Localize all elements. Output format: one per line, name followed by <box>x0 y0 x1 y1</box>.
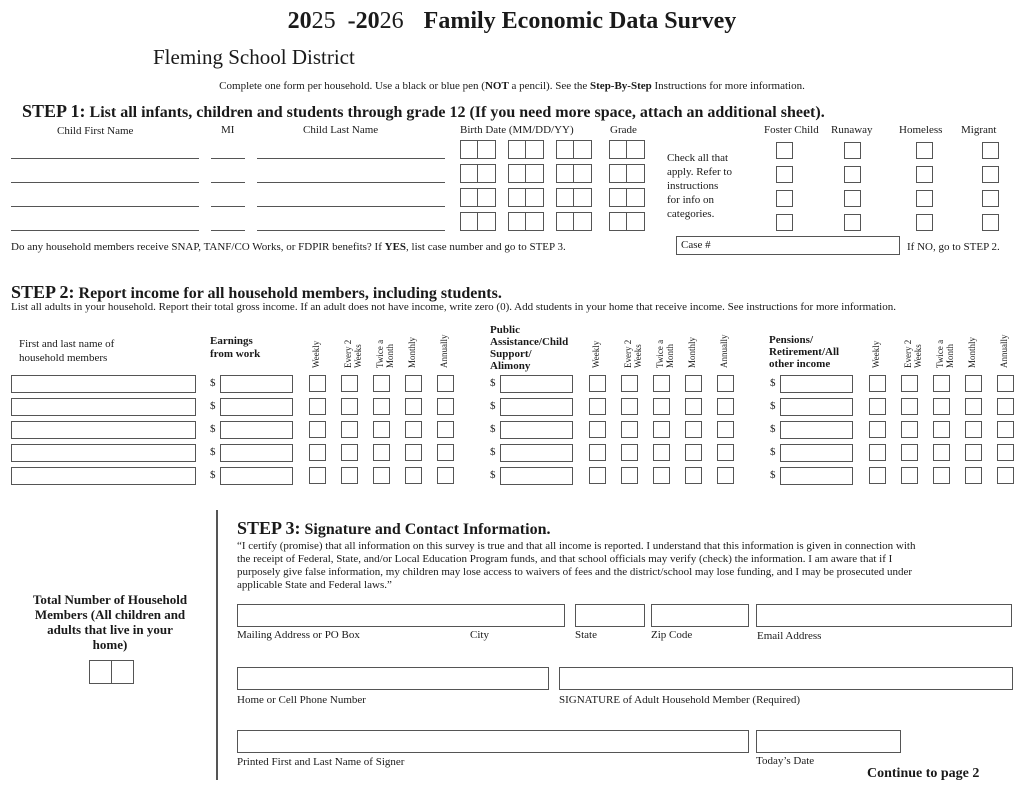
dollar-sign: $ <box>210 377 216 389</box>
earnings-monthly-checkbox[interactable] <box>405 444 422 461</box>
pensions-weekly-checkbox[interactable] <box>869 375 886 392</box>
pensions-every-2-weeks-checkbox[interactable] <box>901 398 918 415</box>
earnings-annually-checkbox[interactable] <box>437 467 454 484</box>
todays-date-label: Today’s Date <box>756 755 815 767</box>
form-instructions: Complete one form per household. Use a black or blue pen (NOT a pencil). See the Step-By-Step Instructions for more information. <box>219 80 805 92</box>
public-assistance-annually-checkbox[interactable] <box>717 398 734 415</box>
runaway-checkbox[interactable] <box>844 166 861 183</box>
earnings-monthly-checkbox[interactable] <box>405 421 422 438</box>
earnings-annually-checkbox[interactable] <box>437 375 454 392</box>
freq-header-line: Monthly <box>967 336 977 368</box>
pensions-annually-checkbox[interactable] <box>997 444 1014 461</box>
freq-header-line: Every 2 <box>623 339 633 368</box>
public-assistance-annually-checkbox[interactable] <box>717 375 734 392</box>
dollar-sign: $ <box>770 423 776 435</box>
header-line: from work <box>210 348 261 360</box>
grade-box[interactable] <box>609 212 627 231</box>
freq-header-line: Month <box>665 343 675 368</box>
col-foster: Foster Child <box>764 124 819 136</box>
public-assistance-every-2-weeks-checkbox[interactable] <box>621 467 638 484</box>
freq-header-annually <box>439 335 449 369</box>
cert-line: “I certify (promise) that all information on this survey is true and that all income is reported. I understand that this information is given in connection with <box>237 540 916 552</box>
public-assistance-monthly-checkbox[interactable] <box>685 398 702 415</box>
header-line: other income <box>769 358 831 370</box>
child-last-name-line[interactable] <box>257 182 445 183</box>
freq-header-weekly <box>871 341 881 368</box>
birth-year-box[interactable] <box>573 164 592 183</box>
freq-header-line: Weeks <box>913 344 923 368</box>
household-total-title <box>20 592 200 652</box>
header-line: Alimony <box>490 360 531 372</box>
pensions-weekly-checkbox[interactable] <box>869 398 886 415</box>
birth-year-box[interactable] <box>556 212 574 231</box>
grade-box[interactable] <box>626 140 645 159</box>
form-title <box>0 8 1024 35</box>
birth-day-box[interactable] <box>508 212 526 231</box>
title-line: Members (All children and <box>34 607 186 622</box>
child-first-name-line[interactable] <box>11 230 199 231</box>
grade-box[interactable] <box>609 140 627 159</box>
state-label: State <box>575 629 597 641</box>
pensions-monthly-checkbox[interactable] <box>965 398 982 415</box>
pensions-every-2-weeks-checkbox[interactable] <box>901 375 918 392</box>
pensions-annually-checkbox[interactable] <box>997 421 1014 438</box>
dollar-sign: $ <box>210 469 216 481</box>
household-member-name-input[interactable] <box>11 398 196 416</box>
earnings-every-2-weeks-checkbox[interactable] <box>341 444 358 461</box>
phone-label: Home or Cell Phone Number <box>237 694 366 706</box>
year-start: 2025 <box>287 8 336 34</box>
freq-header-line: Weekly <box>591 340 601 368</box>
mailing-address-label: Mailing Address or PO Box <box>237 629 360 641</box>
name-header <box>19 337 114 365</box>
earnings-weekly-checkbox[interactable] <box>309 444 326 461</box>
birth-month-box[interactable] <box>460 188 478 207</box>
pensions-weekly-checkbox[interactable] <box>869 467 886 484</box>
pensions-amount-input[interactable] <box>780 421 853 439</box>
state-input[interactable] <box>575 604 645 627</box>
col-runaway: Runaway <box>831 124 873 136</box>
public-assistance-twice-a-month-checkbox[interactable] <box>653 421 670 438</box>
freq-header-line: Weeks <box>353 344 363 368</box>
step2-subtitle: List all adults in your household. Report their total gross income. If an adult does not have income, write zero (0). Add students in your home that receive income. See instructions for more information. <box>11 301 896 313</box>
pensions-monthly-checkbox[interactable] <box>965 375 982 392</box>
freq-header-twice-a-month <box>935 340 955 368</box>
header-line: First and last name of <box>19 338 115 350</box>
household-member-name-input[interactable] <box>11 421 196 439</box>
public-assistance-weekly-checkbox[interactable] <box>589 421 606 438</box>
earnings-every-2-weeks-checkbox[interactable] <box>341 467 358 484</box>
dollar-sign: $ <box>770 446 776 458</box>
dollar-sign: $ <box>770 400 776 412</box>
birth-day-box[interactable] <box>508 164 526 183</box>
pensions-annually-checkbox[interactable] <box>997 398 1014 415</box>
birth-month-box[interactable] <box>460 212 478 231</box>
dollar-sign: $ <box>490 423 496 435</box>
birth-month-box[interactable] <box>477 212 496 231</box>
birth-year-box[interactable] <box>573 212 592 231</box>
cert-line: purposely give false information, my children may lose access to waivers of fees and the district/school may lose funding, and I may be prosecuted under <box>237 566 913 578</box>
birth-day-box[interactable] <box>525 188 544 207</box>
section-divider <box>216 510 218 780</box>
col-grade: Grade <box>610 124 637 136</box>
household-member-name-input[interactable] <box>11 467 196 485</box>
public-assistance-amount-input[interactable] <box>500 444 573 462</box>
step3-heading: STEP 3: Signature and Contact Information. <box>237 518 551 538</box>
freq-header-twice-a-month <box>375 340 395 368</box>
title-line: Total Number of Household <box>32 592 188 607</box>
title-line: adults that live in your <box>47 622 173 637</box>
pensions-every-2-weeks-checkbox[interactable] <box>901 467 918 484</box>
note-line: for info on <box>667 194 715 206</box>
public-assistance-every-2-weeks-checkbox[interactable] <box>621 444 638 461</box>
birth-year-box[interactable] <box>573 188 592 207</box>
foster-checkbox[interactable] <box>776 214 793 231</box>
runaway-checkbox[interactable] <box>844 214 861 231</box>
freq-header-line: Monthly <box>407 336 417 368</box>
dollar-sign: $ <box>490 400 496 412</box>
birth-month-box[interactable] <box>477 140 496 159</box>
grade-box[interactable] <box>609 188 627 207</box>
homeless-checkbox[interactable] <box>916 190 933 207</box>
freq-header-every-2-weeks <box>903 340 923 368</box>
public-assistance-annually-checkbox[interactable] <box>717 444 734 461</box>
child-last-name-line[interactable] <box>257 230 445 231</box>
public-assistance-monthly-checkbox[interactable] <box>685 375 702 392</box>
note-line: Check all that <box>667 152 729 164</box>
birth-day-box[interactable] <box>508 140 526 159</box>
freq-header-monthly <box>687 337 697 368</box>
birth-year-box[interactable] <box>556 188 574 207</box>
foster-checkbox[interactable] <box>776 190 793 207</box>
pensions-header <box>769 334 839 370</box>
runaway-checkbox[interactable] <box>844 190 861 207</box>
todays-date-input[interactable] <box>756 730 901 753</box>
pensions-amount-input[interactable] <box>780 398 853 416</box>
pensions-every-2-weeks-checkbox[interactable] <box>901 444 918 461</box>
earnings-monthly-checkbox[interactable] <box>405 398 422 415</box>
earnings-amount-input[interactable] <box>220 421 293 439</box>
public-assistance-annually-checkbox[interactable] <box>717 467 734 484</box>
child-mi-line[interactable] <box>211 158 245 159</box>
public-assistance-annually-checkbox[interactable] <box>717 421 734 438</box>
earnings-annually-checkbox[interactable] <box>437 398 454 415</box>
earnings-every-2-weeks-checkbox[interactable] <box>341 421 358 438</box>
child-last-name-line[interactable] <box>257 158 445 159</box>
earnings-every-2-weeks-checkbox[interactable] <box>341 375 358 392</box>
birth-day-box[interactable] <box>525 212 544 231</box>
pensions-twice-a-month-checkbox[interactable] <box>933 467 950 484</box>
pensions-monthly-checkbox[interactable] <box>965 421 982 438</box>
earnings-annually-checkbox[interactable] <box>437 421 454 438</box>
note-line: instructions <box>667 180 719 192</box>
title-line: home) <box>92 637 128 652</box>
freq-header-line: Annually <box>439 334 449 368</box>
household-total-digit-2[interactable] <box>111 660 134 684</box>
freq-header-line: Month <box>385 343 395 368</box>
homeless-checkbox[interactable] <box>916 166 933 183</box>
public-assistance-weekly-checkbox[interactable] <box>589 467 606 484</box>
dollar-sign: $ <box>770 377 776 389</box>
earnings-amount-input[interactable] <box>220 467 293 485</box>
col-birth-date: Birth Date (MM/DD/YY) <box>460 124 574 136</box>
earnings-twice-a-month-checkbox[interactable] <box>373 375 390 392</box>
col-child-first: Child First Name <box>57 125 134 137</box>
public-assistance-amount-input[interactable] <box>500 421 573 439</box>
mailing-address-input[interactable] <box>237 604 565 627</box>
freq-header-line: Weekly <box>871 340 881 368</box>
pensions-monthly-checkbox[interactable] <box>965 444 982 461</box>
header-line: Assistance/Child <box>490 336 569 348</box>
child-mi-line[interactable] <box>211 206 245 207</box>
earnings-amount-input[interactable] <box>220 375 293 393</box>
freq-header-line: Weekly <box>311 340 321 368</box>
step2-heading: STEP 2: Report income for all household members, including students. <box>11 282 502 302</box>
pensions-annually-checkbox[interactable] <box>997 467 1014 484</box>
dollar-sign: $ <box>210 400 216 412</box>
earnings-weekly-checkbox[interactable] <box>309 375 326 392</box>
certification-statement <box>237 540 1007 592</box>
public-assistance-amount-input[interactable] <box>500 398 573 416</box>
public-assistance-weekly-checkbox[interactable] <box>589 375 606 392</box>
child-first-name-line[interactable] <box>11 158 199 159</box>
dollar-sign: $ <box>490 446 496 458</box>
note-line: categories. <box>667 208 715 220</box>
pensions-amount-input[interactable] <box>780 467 853 485</box>
earnings-twice-a-month-checkbox[interactable] <box>373 398 390 415</box>
public-assistance-every-2-weeks-checkbox[interactable] <box>621 398 638 415</box>
pensions-twice-a-month-checkbox[interactable] <box>933 421 950 438</box>
earnings-header <box>210 335 260 361</box>
header-line: Support/ <box>490 348 532 360</box>
public-assistance-amount-input[interactable] <box>500 467 573 485</box>
pensions-amount-input[interactable] <box>780 375 853 393</box>
pensions-twice-a-month-checkbox[interactable] <box>933 398 950 415</box>
public-assistance-twice-a-month-checkbox[interactable] <box>653 467 670 484</box>
freq-header-line: Twice a <box>375 339 385 368</box>
freq-header-every-2-weeks <box>623 340 643 368</box>
birth-month-box[interactable] <box>477 164 496 183</box>
homeless-checkbox[interactable] <box>916 142 933 159</box>
migrant-checkbox[interactable] <box>982 166 999 183</box>
continue-note: Continue to page 2 <box>867 766 980 781</box>
migrant-checkbox[interactable] <box>982 190 999 207</box>
zip-code-input[interactable] <box>651 604 749 627</box>
freq-header-monthly <box>407 337 417 368</box>
public-assistance-monthly-checkbox[interactable] <box>685 421 702 438</box>
migrant-checkbox[interactable] <box>982 142 999 159</box>
birth-month-box[interactable] <box>477 188 496 207</box>
col-child-last: Child Last Name <box>303 124 379 136</box>
earnings-twice-a-month-checkbox[interactable] <box>373 421 390 438</box>
public-assistance-weekly-checkbox[interactable] <box>589 398 606 415</box>
freq-header-annually <box>719 335 729 369</box>
printed-name-input[interactable] <box>237 730 749 753</box>
col-mi: MI <box>221 124 235 136</box>
birth-year-box[interactable] <box>556 140 574 159</box>
printed-name-label: Printed First and Last Name of Signer <box>237 756 405 768</box>
public-assistance-every-2-weeks-checkbox[interactable] <box>621 421 638 438</box>
earnings-weekly-checkbox[interactable] <box>309 421 326 438</box>
birth-day-box[interactable] <box>525 140 544 159</box>
freq-header-every-2-weeks <box>343 340 363 368</box>
dollar-sign: $ <box>490 469 496 481</box>
header-line: Earnings <box>210 335 253 347</box>
earnings-twice-a-month-checkbox[interactable] <box>373 467 390 484</box>
earnings-monthly-checkbox[interactable] <box>405 375 422 392</box>
birth-month-box[interactable] <box>460 164 478 183</box>
earnings-weekly-checkbox[interactable] <box>309 398 326 415</box>
case-number-label: Case # <box>681 239 711 251</box>
dollar-sign: $ <box>770 469 776 481</box>
freq-header-weekly <box>311 341 321 368</box>
freq-header-line: Month <box>945 343 955 368</box>
household-member-name-input[interactable] <box>11 444 196 462</box>
email-input[interactable] <box>756 604 1012 627</box>
child-mi-line[interactable] <box>211 230 245 231</box>
dollar-sign: $ <box>210 446 216 458</box>
household-total-digit-1[interactable] <box>89 660 112 684</box>
header-line: Public <box>490 324 520 336</box>
birth-day-box[interactable] <box>508 188 526 207</box>
freq-header-line: Twice a <box>935 339 945 368</box>
child-mi-line[interactable] <box>211 182 245 183</box>
public-assistance-twice-a-month-checkbox[interactable] <box>653 444 670 461</box>
public-assistance-weekly-checkbox[interactable] <box>589 444 606 461</box>
grade-box[interactable] <box>626 164 645 183</box>
freq-header-line: Every 2 <box>903 339 913 368</box>
header-line: Pensions/ <box>769 334 814 346</box>
phone-input[interactable] <box>237 667 549 690</box>
earnings-weekly-checkbox[interactable] <box>309 467 326 484</box>
earnings-every-2-weeks-checkbox[interactable] <box>341 398 358 415</box>
grade-box[interactable] <box>609 164 627 183</box>
earnings-monthly-checkbox[interactable] <box>405 467 422 484</box>
child-last-name-line[interactable] <box>257 206 445 207</box>
freq-header-monthly <box>967 337 977 368</box>
earnings-annually-checkbox[interactable] <box>437 444 454 461</box>
grade-box[interactable] <box>626 212 645 231</box>
homeless-checkbox[interactable] <box>916 214 933 231</box>
pensions-annually-checkbox[interactable] <box>997 375 1014 392</box>
note-line: apply. Refer to <box>667 166 732 178</box>
cert-line: applicable State and Federal laws.” <box>237 579 392 591</box>
check-all-note <box>667 151 732 221</box>
freq-header-weekly <box>591 341 601 368</box>
header-line: household members <box>19 352 108 364</box>
pensions-weekly-checkbox[interactable] <box>869 444 886 461</box>
dollar-sign: $ <box>210 423 216 435</box>
birth-year-box[interactable] <box>573 140 592 159</box>
freq-header-line: Annually <box>719 334 729 368</box>
public-assistance-amount-input[interactable] <box>500 375 573 393</box>
survey-title: Family Economic Data Survey <box>423 8 737 34</box>
if-no-note: If NO, go to STEP 2. <box>907 241 1000 253</box>
pensions-every-2-weeks-checkbox[interactable] <box>901 421 918 438</box>
step1-heading: STEP 1: List all infants, children and students through grade 12 (If you need more space, attach an additional sheet). <box>22 101 825 121</box>
pensions-twice-a-month-checkbox[interactable] <box>933 444 950 461</box>
cert-line: the receipt of Federal, State, and/or Local Education Program funds, and that school officials may verify (check) the information. I am aware that if I <box>237 553 893 565</box>
freq-header-line: Twice a <box>655 339 665 368</box>
district-name: Fleming School District <box>153 45 355 69</box>
pensions-amount-input[interactable] <box>780 444 853 462</box>
col-homeless: Homeless <box>899 124 943 136</box>
case-number-field[interactable] <box>676 236 900 255</box>
public-assistance-monthly-checkbox[interactable] <box>685 444 702 461</box>
city-label: City <box>470 629 489 641</box>
snap-question: Do any household members receive SNAP, TANF/CO Works, or FDPIR benefits? If YES, list case number and go to STEP 3. <box>11 241 566 253</box>
freq-header-line: Every 2 <box>343 339 353 368</box>
foster-checkbox[interactable] <box>776 142 793 159</box>
signature-input[interactable] <box>559 667 1013 690</box>
public-assistance-header <box>490 324 568 372</box>
zip-code-label: Zip Code <box>651 629 693 641</box>
year-end: -2026 <box>347 8 404 34</box>
child-first-name-line[interactable] <box>11 182 199 183</box>
header-line: Retirement/All <box>769 346 840 358</box>
public-assistance-twice-a-month-checkbox[interactable] <box>653 398 670 415</box>
birth-month-box[interactable] <box>460 140 478 159</box>
pensions-weekly-checkbox[interactable] <box>869 421 886 438</box>
public-assistance-monthly-checkbox[interactable] <box>685 467 702 484</box>
pensions-monthly-checkbox[interactable] <box>965 467 982 484</box>
birth-day-box[interactable] <box>525 164 544 183</box>
freq-header-annually <box>999 335 1009 369</box>
household-member-name-input[interactable] <box>11 375 196 393</box>
public-assistance-twice-a-month-checkbox[interactable] <box>653 375 670 392</box>
migrant-checkbox[interactable] <box>982 214 999 231</box>
earnings-amount-input[interactable] <box>220 398 293 416</box>
freq-header-line: Monthly <box>687 336 697 368</box>
pensions-twice-a-month-checkbox[interactable] <box>933 375 950 392</box>
runaway-checkbox[interactable] <box>844 142 861 159</box>
foster-checkbox[interactable] <box>776 166 793 183</box>
earnings-amount-input[interactable] <box>220 444 293 462</box>
freq-header-twice-a-month <box>655 340 675 368</box>
signature-label: SIGNATURE of Adult Household Member (Required) <box>559 694 801 706</box>
earnings-twice-a-month-checkbox[interactable] <box>373 444 390 461</box>
col-migrant: Migrant <box>961 124 997 136</box>
birth-year-box[interactable] <box>556 164 574 183</box>
freq-header-line: Weeks <box>633 344 643 368</box>
email-label: Email Address <box>757 630 822 642</box>
dollar-sign: $ <box>490 377 496 389</box>
public-assistance-every-2-weeks-checkbox[interactable] <box>621 375 638 392</box>
child-first-name-line[interactable] <box>11 206 199 207</box>
freq-header-line: Annually <box>999 334 1009 368</box>
grade-box[interactable] <box>626 188 645 207</box>
